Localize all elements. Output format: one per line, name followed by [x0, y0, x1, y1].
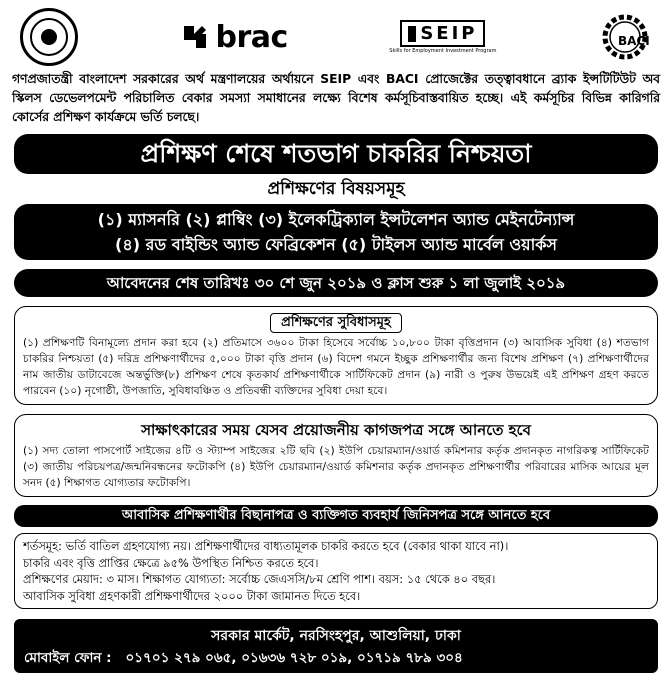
government-seal-logo: [20, 8, 78, 66]
subjects-banner: [14, 204, 658, 260]
terms-line-4: আবাসিক সুবিধা গ্রহণকারী প্রশিক্ষণার্থীদের ২০০০ টাকা জামানত দিতে হবে।: [23, 588, 361, 603]
residential-note: আবাসিক প্রশিক্ষণার্থীর বিছানাপত্র ও ব্যক্তিগত ব্যবহার্য জিনিসপত্র সঙ্গে আনতে হবে: [14, 505, 658, 527]
intro-paragraph: গণপ্রজাতন্ত্রী বাংলাদেশ সরকারের অর্থ মন্ত্রণালয়ের অর্থায়নে SEIP এবং BACI প্রোজেক্টের তত্ত্বাবধানে ব্র্যাক ইন্সটিটিউট অব স্কিলস ডেভেলপমেন্ট পরিচালিত বেকার সমস্যা সমাধানের লক্ষ্যে বিশেষ কর্মসূচিবাস্তবায়িত হচ্ছে। এই কর্মসূচির বিভিন্ন কারিগরি কোর্সের প্রশিক্ষণ কার্যক্রমে ভর্তি চলছে।: [12, 72, 660, 124]
headline-banner: প্রশিক্ষণ শেষে শতভাগ চাকরির নিশ্চয়তা: [14, 134, 658, 174]
deadline-banner: আবেদনের শেষ তারিখঃ ৩০ শে জুন ২০১৯ ও ক্লাস শুরু ১ লা জুলাই ২০১৯: [14, 269, 658, 297]
terms-box: [14, 533, 658, 609]
terms-line-2: চাকরি এবং বৃত্তি প্রাপ্তির ক্ষেত্রে ৯৫% উপস্থিত নিশ্চিত করতে হবে।: [23, 555, 319, 570]
logo-row: [10, 6, 662, 68]
benefits-title: প্রশিক্ষণের সুবিধাসমূহ: [270, 313, 402, 333]
benefits-box: [14, 306, 658, 405]
baci-logo-text: BACI: [617, 34, 650, 48]
terms-line-3: প্রশিক্ষণের মেয়াদ: ৩ মাস। শিক্ষাগত যোগ্যতা: সর্বোচ্চ জেএসসি/৮ম শ্রেণি পাশ। বয়স: ১৫ থেকে ৪০ বছর।: [23, 572, 496, 586]
brac-mark-icon: [180, 22, 210, 52]
phone-numbers: ০১৭০১ ২৭৯ ০৬৫, ০১৬৩৬ ৭২৮ ০১৯, ০১৭১৯ ৭৮৯ ৩০৪: [125, 650, 463, 666]
seip-logo-text: SEIP: [420, 23, 478, 44]
subjects-line-1: (১) ম্যাসনরি (২) প্লাম্বিং (৩) ইলেকট্রিক্যাল ইন্সটলেশন অ্যান্ড মেইনটেন্যান্স: [97, 210, 575, 229]
documents-box: [14, 414, 658, 497]
footer-phone-row: [24, 647, 648, 669]
benefits-text: (১) প্রশিক্ষণটি বিনামূল্যে প্রদান করা হবে (২) প্রতিমাসে ৩৬০০ টাকা হিসেবে সর্বোচ্চ ১০,৮০০ টাকা বৃত্তিপ্রদান (৩) আবাসিক সুবিধা (৪) শতভাগ চাকরির নিশ্চয়তা (৫) দরিদ্র প্রশিক্ষণার্থীদের ৫,০০০ টাকা বৃত্তি প্রদান (৬) বিদেশ গমনে ইচ্ছুক প্রশিক্ষণার্থীর জন্য বিশেষ প্রশিক্ষণ (৭) প্রশিক্ষণার্থীদের নাম জাতীয় ডাটাবেজে অন্তর্ভুক্তি(৮) প্রশিক্ষণ শেষে কৃতকার্য প্রশিক্ষণার্থীকে সার্টিফিকেট প্রদান (৯) নারী ও পুরুষ উভয়েই এই প্রশিক্ষণ গ্রহণ করতে পারবেন (১০) নৃগোষ্ঠী, উপজাতি, সুবিধাবঞ্চিত ও প্রতিবন্ধী ব্যক্তিদের সুবিধা দেয়া হবে।: [23, 336, 649, 397]
seip-logo-subtext: Skills for Employment Investment Program: [389, 48, 497, 54]
seip-logo: [389, 20, 496, 54]
subjects-heading: প্রশিক্ষণের বিষয়সমূহ: [267, 179, 405, 199]
documents-title: সাক্ষাৎকারের সময় যেসব প্রয়োজনীয় কাগজপত্র সঙ্গে আনতে হবে: [141, 421, 531, 439]
brac-logo: [180, 20, 288, 55]
terms-line-1: শর্তসমূহ: ভর্তি বাতিল গ্রহণযোগ্য নয়। প্রশিক্ষণার্থীদের বাধ্যতামূলক চাকরি করতে হবে (বেকার থাকা যাবে না)।: [23, 539, 509, 553]
footer-contact: [14, 619, 658, 673]
brac-logo-text: brac: [215, 19, 288, 55]
documents-text: (১) সদ্য তোলা পাসপোর্ট সাইজের ৪টি ও স্ট্যাম্প সাইজের ২টি ছবি (২) ইউপি চেয়ারম্যান/ওয়ার্ড কমিশনার কর্তৃক প্রদানকৃত নাগরিকত্ব সার্টিফিকেট (৩) জাতীয় পরিচয়পত্র/জন্মনিবন্ধনের ফটোকপি (৪) ইউপি চেয়ারম্যান/ওয়ার্ড কমিশনার কর্তৃক প্রদানকৃত প্রশিক্ষণার্থীর পরিবারের মাসিক আয়ের মূল সনদ (৫) শিক্ষাগত যোগ্যতার ফটোকপি।: [23, 444, 649, 489]
footer-address: সরকার মার্কেট, নরসিংহপুর, আশুলিয়া, ঢাকা: [211, 628, 461, 644]
baci-logo: [598, 10, 652, 64]
phone-label: মোবাইল ফোন :: [24, 650, 112, 666]
subjects-line-2: (৪) রড বাইন্ডিং অ্যান্ড ফেব্রিকেশন (৫) টাইলস অ্যান্ড মার্বেল ওয়ার্কস: [115, 235, 557, 254]
